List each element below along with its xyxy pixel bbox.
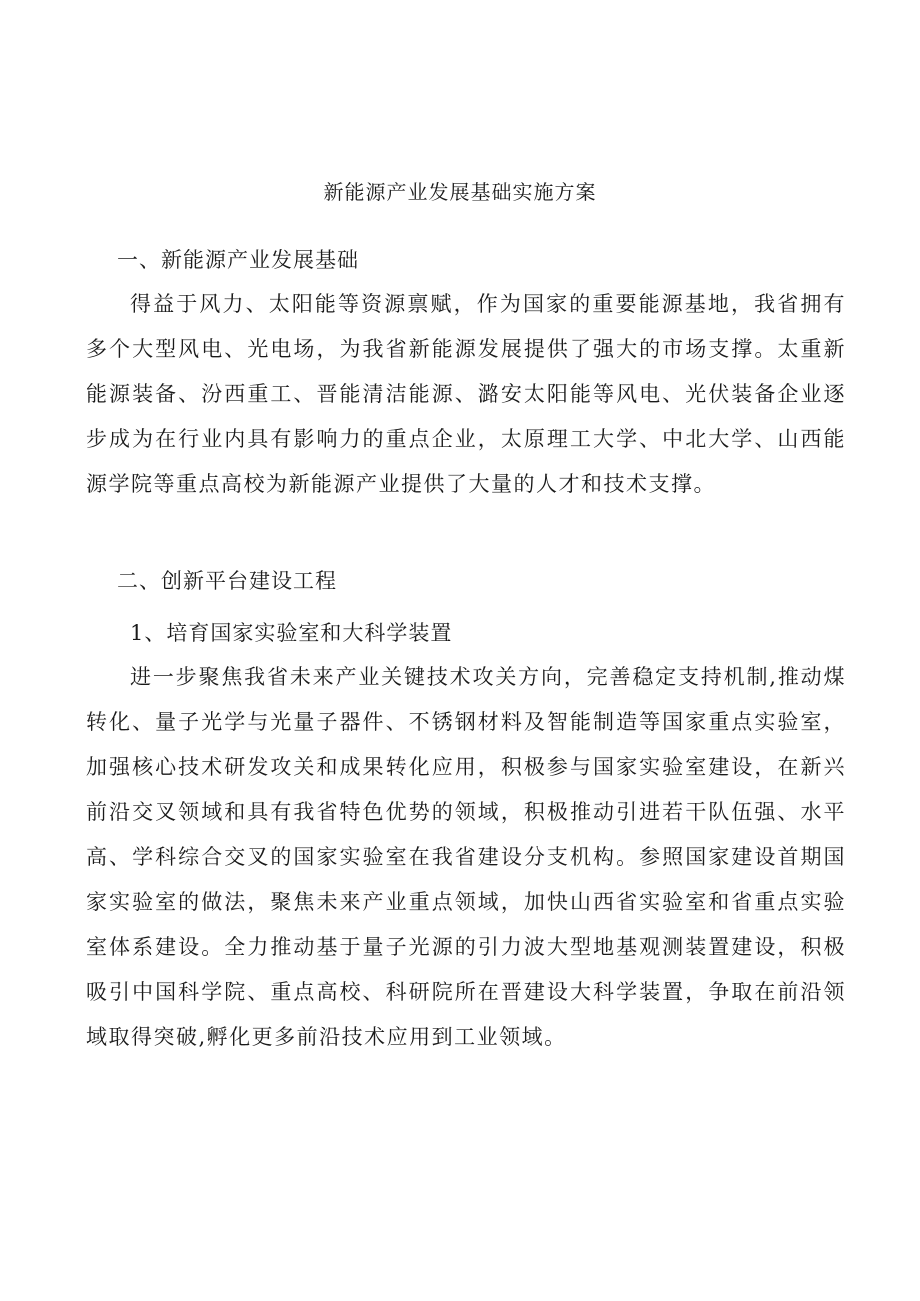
paragraph-foundation: 得益于风力、太阳能等资源禀赋，作为国家的重要能源基地，我省拥有多个大型风电、光电场，为我省新能源发展提供了强大的市场支撑。太重新能源装备、汾西重工、晋能清洁能源、潞安太阳能等风电、光伏装备企业逐步成为在行业内具有影响力的重点企业，太原理工大学、中北大学、山西能源学院等重点高校为新能源产业提供了大量的人才和技术支撑。 [86, 292, 846, 496]
subsection-heading-national-labs: 1、培育国家实验室和大科学装置 [130, 621, 453, 645]
section-heading-innovation-platform: 二、创新平台建设工程 [117, 569, 337, 593]
paragraph-national-labs: 进一步聚焦我省未来产业关键技术攻关方向，完善稳定支持机制,推动煤转化、量子光学与光量子器件、不锈钢材料及智能制造等国家重点实验室，加强核心技术研发攻关和成果转化应用，积极参与国家实验室建设，在新兴前沿交叉领域和具有我省特色优势的领域，积极推动引进若干队伍强、水平高、学科综合交叉的国家实验室在我省建设分支机构。参照国家建设首期国家实验室的做法，聚焦未来产业重点领域，加快山西省实验室和省重点实验室体系建设。全力推动基于量子光源的引力波大型地基观测装置建设，积极吸引中国科学院、重点高校、科研院所在晋建设大科学装置，争取在前沿领域取得突破,孵化更多前沿技术应用到工业领域。 [86, 665, 846, 1049]
section-heading-foundation: 一、新能源产业发展基础 [117, 248, 359, 272]
document-title: 新能源产业发展基础实施方案 [323, 180, 597, 204]
